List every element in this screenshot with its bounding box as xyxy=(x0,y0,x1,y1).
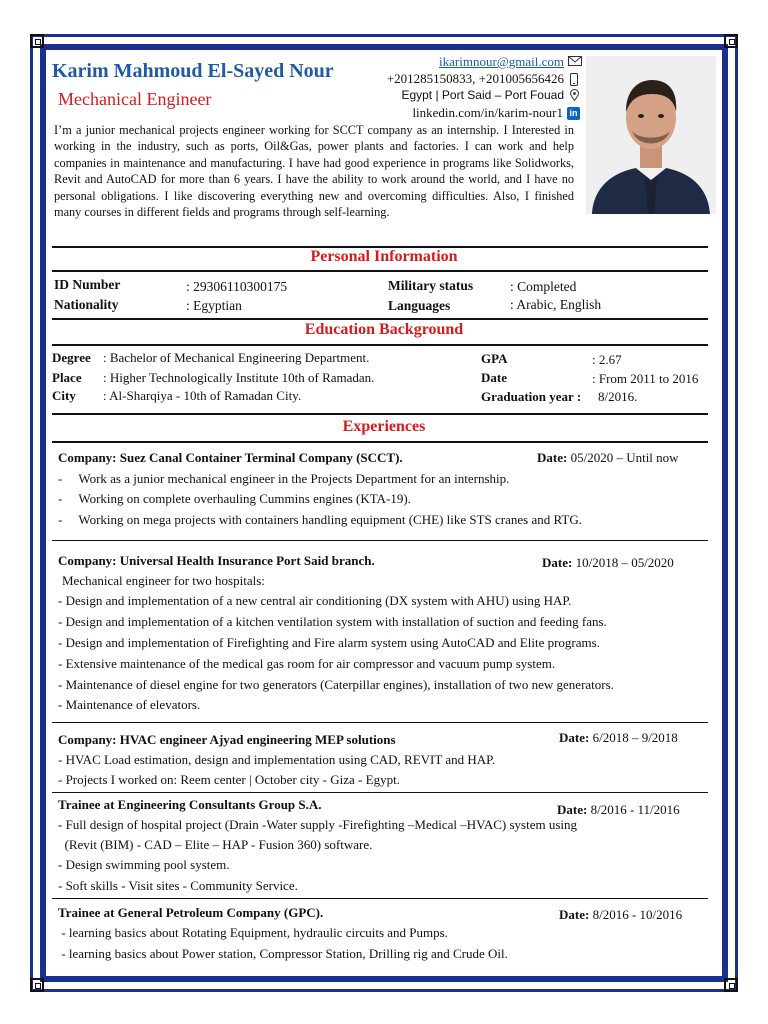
job-item: - Work as a junior mechanical engineer in the Projects Department for an internship. xyxy=(58,471,510,486)
job-item: - Projects I worked on: Reem center | October city - Giza - Egypt. xyxy=(58,772,400,787)
section-divider xyxy=(52,441,708,443)
corner-ornament-icon xyxy=(724,34,738,48)
corner-ornament-icon xyxy=(30,34,44,48)
section-title-personal: Personal Information xyxy=(310,248,458,265)
phone-numbers: +201285150833, +201005656426 xyxy=(386,71,564,86)
contact-linkedin[interactable] xyxy=(412,105,580,121)
section-divider xyxy=(52,318,708,320)
corner-ornament-icon xyxy=(30,978,44,992)
contact-location xyxy=(401,88,580,102)
contact-email[interactable] xyxy=(439,54,580,70)
nationality-label: Nationality xyxy=(54,297,119,312)
job-date-label: Date: xyxy=(557,802,588,817)
job-divider xyxy=(52,792,708,793)
city-value: : Al-Sharqiya - 10th of Ramadan City. xyxy=(103,388,302,403)
job-date xyxy=(559,907,682,923)
gpa-value: : 2.67 xyxy=(592,352,622,367)
job-company: Company: Suez Canal Container Terminal Company (SCCT). xyxy=(58,450,403,465)
job-item: Mechanical engineer for two hospitals: xyxy=(62,573,265,588)
job-item: (Revit (BIM) - CAD – Elite – HAP - Fusion 360) software. xyxy=(58,837,373,852)
section-divider xyxy=(52,344,708,346)
job-date-value: 6/2018 – 9/2018 xyxy=(592,730,678,745)
job-date-value: 8/2016 - 11/2016 xyxy=(590,802,680,817)
linkedin-link[interactable]: linkedin.com/in/karim-nour1 xyxy=(412,105,563,120)
job-item: - Design and implementation of Firefighting and Fire alarm system using AutoCAD and Elite programs. xyxy=(58,635,600,650)
city-label: City xyxy=(52,388,76,403)
military-status-label: Military status xyxy=(388,278,474,293)
job-item: - Working on mega projects with containers handling equipment (CHE) like STS cranes and RTG. xyxy=(58,512,582,527)
job-date xyxy=(559,730,678,746)
id-number-value: : 29306110300175 xyxy=(186,279,288,294)
profile-summary: I’m a junior mechanical projects engineer working for SCCT company as an internship. I Interested in working in the industry, such as ports, Oil&Gas, power plants and factories. I can work and help companies in maintenance and manufacturing. I have had good experience in programs like Solidworks, Revit and AutoCAD for more than 6 years. I have the ability to work around the world, and I have no personal obligations. I like discovering everything new and overcoming difficulties. Also, I finished many courses in different fields and programs through self-learning. xyxy=(54,123,574,220)
job-item: - Maintenance of diesel engine for two generators (Caterpillar engines), installation of two new generators. xyxy=(58,677,614,692)
job-date-label: Date: xyxy=(537,450,568,465)
job-company: Trainee at General Petroleum Company (GPC). xyxy=(58,905,324,920)
graduation-year-value: 8/2016. xyxy=(598,389,638,404)
job-date-value: 05/2020 – Until now xyxy=(570,450,679,465)
envelope-icon xyxy=(568,56,580,68)
job-divider xyxy=(52,898,708,899)
candidate-name: Karim Mahmoud El-Sayed Nour xyxy=(52,60,334,82)
degree-label: Degree xyxy=(52,350,91,365)
job-date xyxy=(557,802,680,818)
job-item: - Working on complete overhauling Cummins engines (KTA-19). xyxy=(58,491,411,506)
section-divider xyxy=(52,270,708,272)
job-item: - learning basics about Power station, Compressor Station, Drilling rig and Crude Oil. xyxy=(58,946,508,961)
job-date xyxy=(537,450,679,466)
job-divider xyxy=(52,722,708,723)
job-date-value: 8/2016 - 10/2016 xyxy=(592,907,683,922)
place-label: Place xyxy=(52,370,82,385)
job-item: - Extensive maintenance of the medical gas room for air compressor and vacuum pump system. xyxy=(58,656,556,671)
nationality-value: : Egyptian xyxy=(186,298,242,313)
job-date-value: 10/2018 – 05/2020 xyxy=(575,555,674,570)
mobile-phone-icon xyxy=(568,73,580,85)
place-value: : Higher Technologically Institute 10th of Ramadan. xyxy=(103,370,375,385)
job-item: - Design and implementation of a kitchen ventilation system with installation of suction and feeding fans. xyxy=(58,614,607,629)
job-date xyxy=(542,555,674,571)
job-date-label: Date: xyxy=(559,730,590,745)
section-title-education: Education Background xyxy=(304,321,464,338)
date-label: Date xyxy=(481,370,507,385)
job-item: - HVAC Load estimation, design and implementation using CAD, REVIT and HAP. xyxy=(58,752,496,767)
linkedin-icon[interactable]: in xyxy=(567,107,580,120)
languages-value: : Arabic, English xyxy=(510,297,602,312)
section-title-experiences: Experiences xyxy=(342,418,426,435)
job-company: Company: HVAC engineer Ajyad engineering MEP solutions xyxy=(58,732,396,747)
job-date-label: Date: xyxy=(559,907,590,922)
job-divider xyxy=(52,540,708,541)
job-item: - Maintenance of elevators. xyxy=(58,697,201,712)
job-date-label: Date: xyxy=(542,555,573,570)
job-item: - Full design of hospital project (Drain -Water supply -Firefighting –Medical –HVAC) system using xyxy=(58,817,577,832)
job-item: - learning basics about Rotating Equipment, hydraulic circuits and Pumps. xyxy=(58,925,448,940)
job-title: Mechanical Engineer xyxy=(58,89,212,109)
corner-ornament-icon xyxy=(724,978,738,992)
date-value: : From 2011 to 2016 xyxy=(592,371,699,386)
email-link[interactable]: ikarimnour@gmail.com xyxy=(439,54,564,69)
section-divider xyxy=(52,413,708,415)
location-pin-icon xyxy=(568,89,580,101)
job-company: Trainee at Engineering Consultants Group S.A. xyxy=(58,797,322,812)
contact-phones xyxy=(387,71,580,87)
location-text: Egypt | Port Said – Port Fouad xyxy=(401,88,564,102)
profile-photo xyxy=(586,56,716,214)
job-company: Company: Universal Health Insurance Port Said branch. xyxy=(58,553,375,568)
job-item: - Design and implementation of a new central air conditioning (DX system with AHU) using HAP. xyxy=(58,593,572,608)
graduation-year-label: Graduation year : xyxy=(481,389,582,404)
job-item: - Soft skills - Visit sites - Community Service. xyxy=(58,878,298,893)
languages-label: Languages xyxy=(388,298,451,313)
degree-value: : Bachelor of Mechanical Engineering Department. xyxy=(103,350,370,365)
id-number-label: ID Number xyxy=(54,277,121,292)
military-status-value: : Completed xyxy=(510,279,577,294)
gpa-label: GPA xyxy=(481,351,508,366)
job-item: - Design swimming pool system. xyxy=(58,857,230,872)
